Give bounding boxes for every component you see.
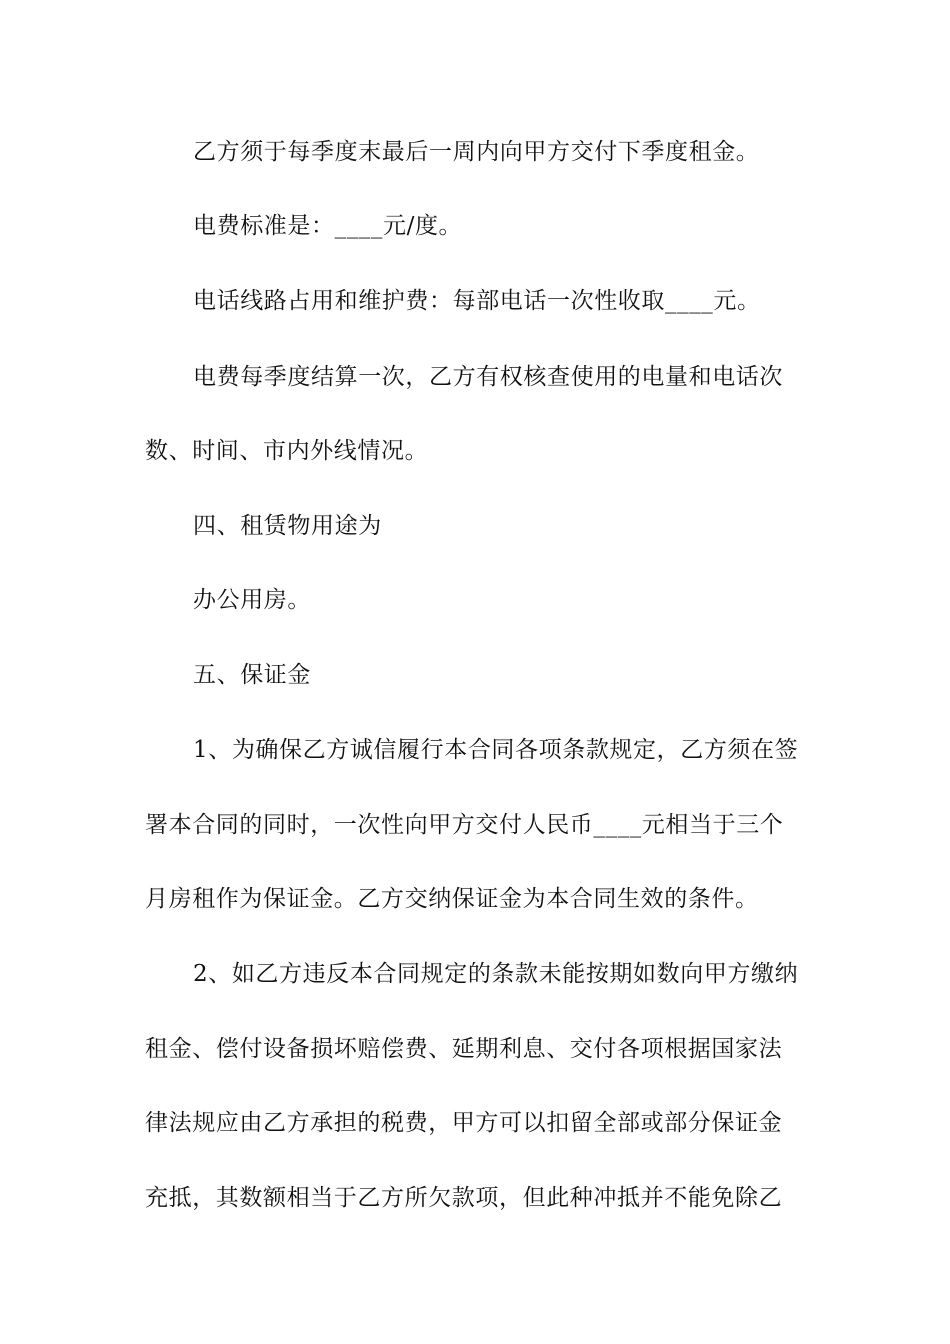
paragraph-line-9: 1、为确保乙方诚信履行本合同各项条款规定，乙方须在签 <box>193 737 799 763</box>
paragraph-line-1: 乙方须于每季度末最后一周内向甲方交付下季度租金。 <box>193 139 760 165</box>
paragraph-line-3: 电话线路占用和维护费：每部电话一次性收取____元。 <box>193 288 761 314</box>
paragraph-line-13: 租金、偿付设备损坏赔偿费、延期利息、交付各项根据国家法 <box>145 1036 783 1062</box>
section-heading-4: 四、租赁物用途为 <box>193 513 382 539</box>
paragraph-line-15: 充抵，其数额相当于乙方所欠款项，但此种冲抵并不能免除乙 <box>145 1185 783 1211</box>
paragraph-line-7: 办公用房。 <box>193 587 311 613</box>
paragraph-line-10: 署本合同的同时，一次性向甲方交付人民币____元相当于三个 <box>145 812 784 838</box>
paragraph-line-4: 电费每季度结算一次，乙方有权核查使用的电量和电话次 <box>193 364 783 390</box>
paragraph-line-5: 数、时间、市内外线情况。 <box>145 438 429 464</box>
section-heading-5: 五、保证金 <box>193 662 311 688</box>
paragraph-line-11: 月房租作为保证金。乙方交纳保证金为本合同生效的条件。 <box>145 886 759 912</box>
paragraph-line-2: 电费标准是：____元/度。 <box>193 213 463 239</box>
paragraph-line-14: 律法规应由乙方承担的税费，甲方可以扣留全部或部分保证金 <box>145 1110 783 1136</box>
paragraph-line-12: 2、如乙方违反本合同规定的条款未能按期如数向甲方缴纳 <box>193 961 799 987</box>
